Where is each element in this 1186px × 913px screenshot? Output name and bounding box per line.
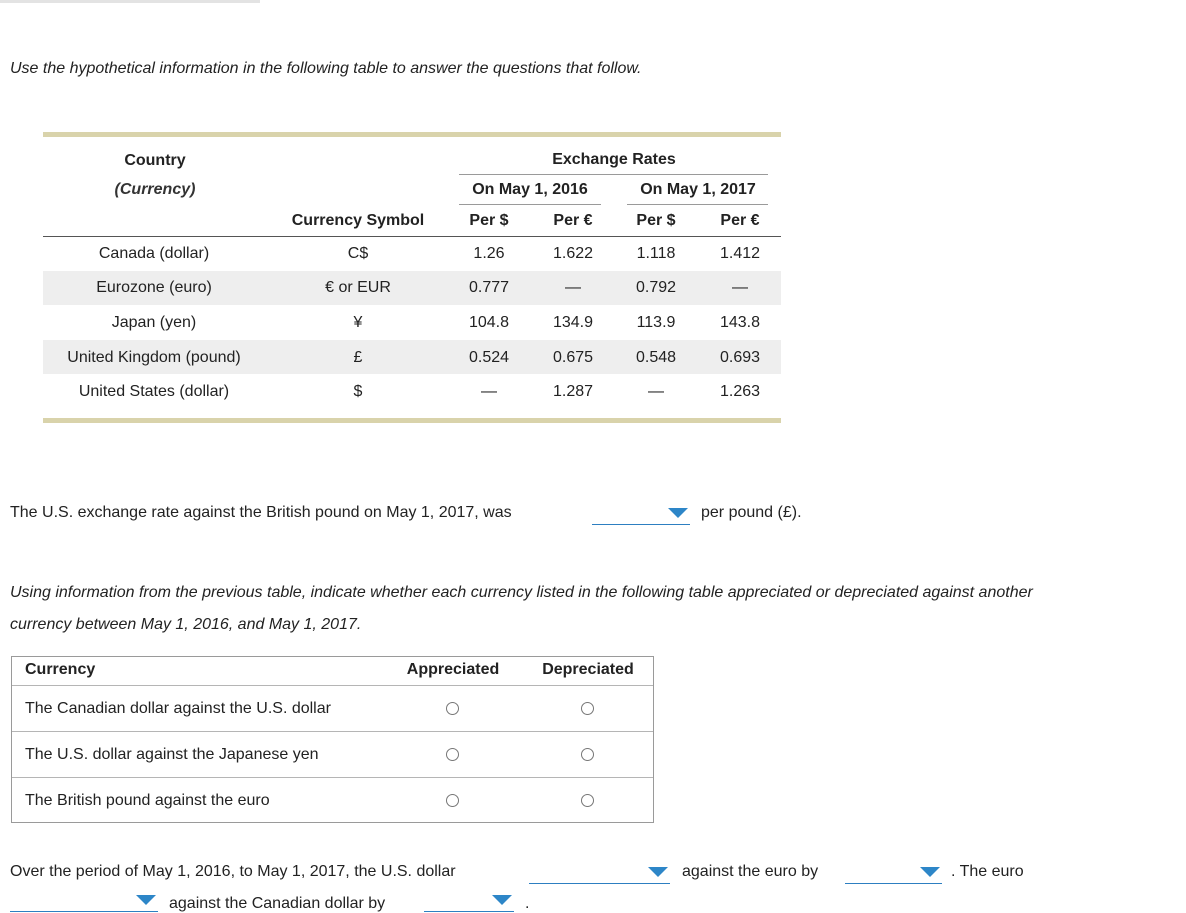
euro-vs-cad-amount-dropdown[interactable] — [424, 889, 514, 912]
row-symbol: € or EUR — [325, 279, 391, 296]
header-appreciated: Appreciated — [406, 661, 500, 678]
table-bottom-bar — [43, 418, 781, 423]
appreciation-table — [11, 656, 654, 823]
chevron-down-icon — [648, 867, 668, 877]
row-symbol: C$ — [347, 245, 369, 262]
date-2017-rule — [627, 204, 768, 205]
intro-text: Use the hypothetical information in the following table to answer the questions that follow. — [10, 60, 642, 77]
question3-part3: . The euro — [951, 863, 1024, 880]
header-2016-per-eur: Per € — [553, 212, 593, 229]
row-2016-usd: — — [481, 383, 497, 400]
question1-text: The U.S. exchange rate against the British pound on May 1, 2017, was — [10, 504, 512, 521]
header-currency-symbol: Currency Symbol — [291, 212, 425, 229]
radio-depreciated-usd-jpy[interactable] — [581, 748, 594, 761]
header-2016-per-usd: Per $ — [469, 212, 509, 229]
exchange-header-rule — [459, 174, 768, 175]
row-symbol: ¥ — [353, 314, 363, 331]
row-2016-usd: 104.8 — [468, 314, 510, 331]
instructions-line2: currency between May 1, 2016, and May 1, 2017. — [10, 616, 362, 633]
currency-row-label: The Canadian dollar against the U.S. dollar — [25, 700, 331, 717]
radio-appreciated-usd-jpy[interactable] — [446, 748, 459, 761]
usd-vs-euro-amount-dropdown[interactable] — [845, 861, 942, 884]
row-2016-usd: 1.26 — [473, 245, 505, 262]
table-header-rule — [43, 236, 781, 237]
question3-part2: against the euro by — [682, 863, 819, 880]
question1-unit: per pound (£). — [701, 504, 802, 521]
chevron-down-icon — [920, 867, 940, 877]
question3-part5: . — [525, 895, 530, 912]
currency-row-label: The British pound against the euro — [25, 792, 270, 809]
row-divider — [12, 777, 653, 778]
row-country: Japan (yen) — [111, 314, 197, 331]
row-symbol: $ — [353, 383, 363, 400]
pound-rate-dropdown[interactable] — [592, 502, 690, 525]
radio-depreciated-gbp-eur[interactable] — [581, 794, 594, 807]
row-2017-eur: 0.693 — [719, 349, 761, 366]
row-country: United Kingdom (pound) — [67, 349, 241, 366]
row-2017-eur: — — [732, 279, 748, 296]
radio-appreciated-gbp-eur[interactable] — [446, 794, 459, 807]
header-currency: (Currency) — [114, 181, 196, 198]
row-2017-usd: 1.118 — [636, 245, 676, 262]
row-2017-usd: 0.548 — [635, 349, 677, 366]
usd-vs-euro-direction-dropdown[interactable] — [529, 861, 670, 884]
row-2016-eur: — — [565, 279, 581, 296]
row-country: Eurozone (euro) — [96, 279, 212, 296]
row-2017-eur: 1.412 — [719, 245, 761, 262]
row-2017-usd: — — [648, 383, 664, 400]
row-2016-eur: 134.9 — [552, 314, 594, 331]
header-date-2017: On May 1, 2017 — [640, 181, 756, 198]
row-2016-usd: 0.777 — [468, 279, 510, 296]
radio-depreciated-cad-usd[interactable] — [581, 702, 594, 715]
row-2016-eur: 1.287 — [552, 383, 594, 400]
question3-part4: against the Canadian dollar by — [169, 895, 386, 912]
chevron-down-icon — [492, 895, 512, 905]
header-country: Country — [124, 152, 186, 169]
euro-vs-cad-direction-dropdown[interactable] — [10, 889, 158, 912]
header-2017-per-eur: Per € — [720, 212, 760, 229]
date-2016-rule — [459, 204, 601, 205]
row-country: Canada (dollar) — [98, 245, 210, 262]
question3-part1: Over the period of May 1, 2016, to May 1, 2017, the U.S. dollar — [10, 863, 456, 880]
row-country: United States (dollar) — [78, 383, 230, 400]
row-2017-eur: 1.263 — [719, 383, 761, 400]
header-currency-col: Currency — [25, 661, 96, 678]
currency-row-label: The U.S. dollar against the Japanese yen — [25, 746, 319, 763]
header-divider — [12, 685, 653, 686]
chevron-down-icon — [668, 508, 688, 518]
header-date-2016: On May 1, 2016 — [472, 181, 588, 198]
row-2016-eur: 1.622 — [552, 245, 594, 262]
row-divider — [12, 731, 653, 732]
top-strip — [0, 0, 260, 3]
row-2017-usd: 113.9 — [636, 314, 676, 331]
chevron-down-icon — [136, 895, 156, 905]
row-2016-usd: 0.524 — [468, 349, 510, 366]
row-2017-eur: 143.8 — [719, 314, 761, 331]
header-depreciated: Depreciated — [542, 661, 634, 678]
header-exchange-rates: Exchange Rates — [552, 151, 676, 168]
instructions-line1: Using information from the previous table, indicate whether each currency listed in the following table appreciated or depreciated against another — [10, 584, 1033, 601]
row-2016-eur: 0.675 — [552, 349, 594, 366]
header-2017-per-usd: Per $ — [636, 212, 676, 229]
row-symbol: £ — [353, 349, 363, 366]
row-2017-usd: 0.792 — [635, 279, 677, 296]
table-top-bar — [43, 132, 781, 137]
radio-appreciated-cad-usd[interactable] — [446, 702, 459, 715]
